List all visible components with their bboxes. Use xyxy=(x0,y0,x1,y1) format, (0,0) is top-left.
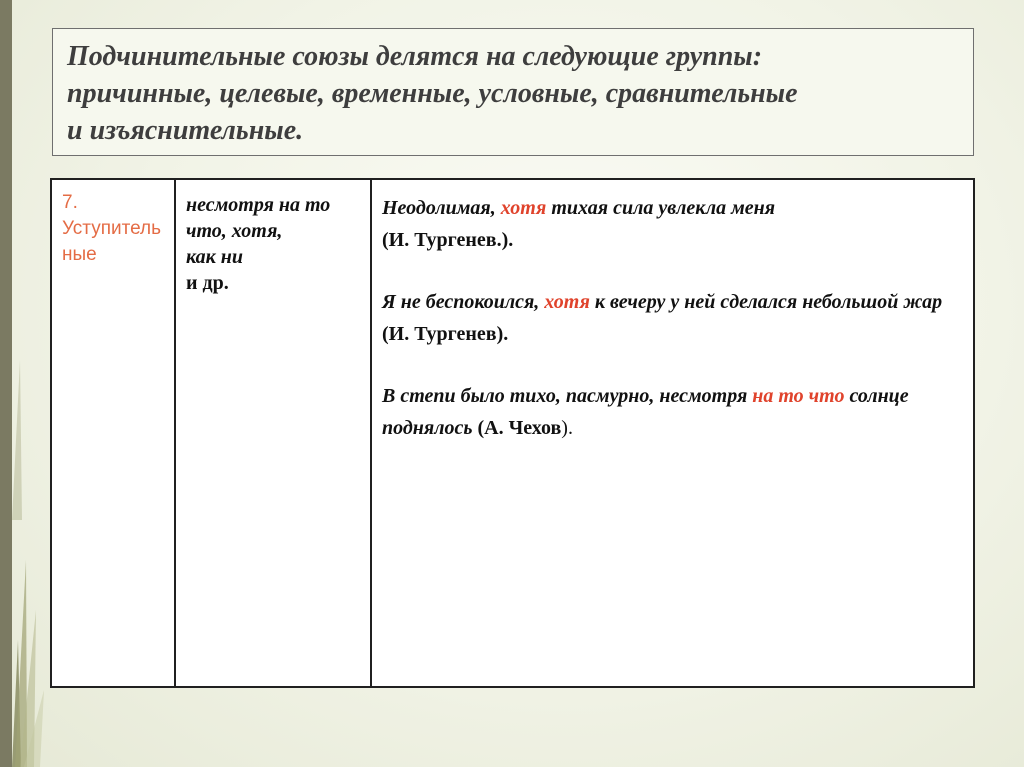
title-box xyxy=(52,28,974,156)
left-decor-band xyxy=(0,0,12,767)
example-2-conjunction: хотя xyxy=(544,291,590,313)
title-line-1: Подчинительные союзы делятся на следующие группы: xyxy=(67,41,763,72)
example-3-after: солнце поднялось xyxy=(382,385,909,439)
conjunction-line-3: как ни xyxy=(186,246,244,268)
example-2-author: (И. Тургенев). xyxy=(382,323,509,345)
conjunctions-cell xyxy=(175,179,371,687)
category-cell xyxy=(51,179,175,687)
example-3-author: (А. Чехов xyxy=(472,417,562,439)
example-1-conjunction: хотя xyxy=(500,197,547,219)
examples-list xyxy=(372,180,973,444)
conjunctions-list xyxy=(176,180,370,296)
example-3-before: В степи было тихо, пасмурно, несмотря xyxy=(382,385,753,407)
example-3-tail: ). xyxy=(561,417,573,439)
example-2-after: к вечеру у ней сделался небольшой жар xyxy=(589,291,943,313)
example-1-before: Неодолимая, xyxy=(382,197,501,219)
example-1-author: (И. Тургенев.). xyxy=(382,229,514,251)
conjunction-line-4: и др. xyxy=(186,272,229,294)
example-2 xyxy=(382,286,963,350)
example-3-conjunction: на то что xyxy=(752,385,845,407)
conjunction-line-2: что, хотя, xyxy=(186,220,283,242)
table-row xyxy=(51,179,974,687)
category-text xyxy=(52,180,174,268)
conjunctions-table xyxy=(50,178,975,688)
example-1 xyxy=(382,192,963,256)
conjunction-line-1: несмотря на то xyxy=(186,194,331,216)
example-2-before: Я не беспокоился, xyxy=(382,291,545,313)
slide-title xyxy=(67,38,959,149)
category-label: Уступительные xyxy=(62,218,162,265)
example-1-after: тихая сила увлекла меня xyxy=(546,197,776,219)
grass-decor-icon xyxy=(12,0,52,767)
example-3 xyxy=(382,380,963,444)
title-line-2: причинные, целевые, временные, условные, сравнительные xyxy=(67,78,798,109)
title-line-3: и изъяснительные. xyxy=(67,115,304,146)
examples-cell xyxy=(371,179,974,687)
category-number: 7. xyxy=(62,192,78,213)
